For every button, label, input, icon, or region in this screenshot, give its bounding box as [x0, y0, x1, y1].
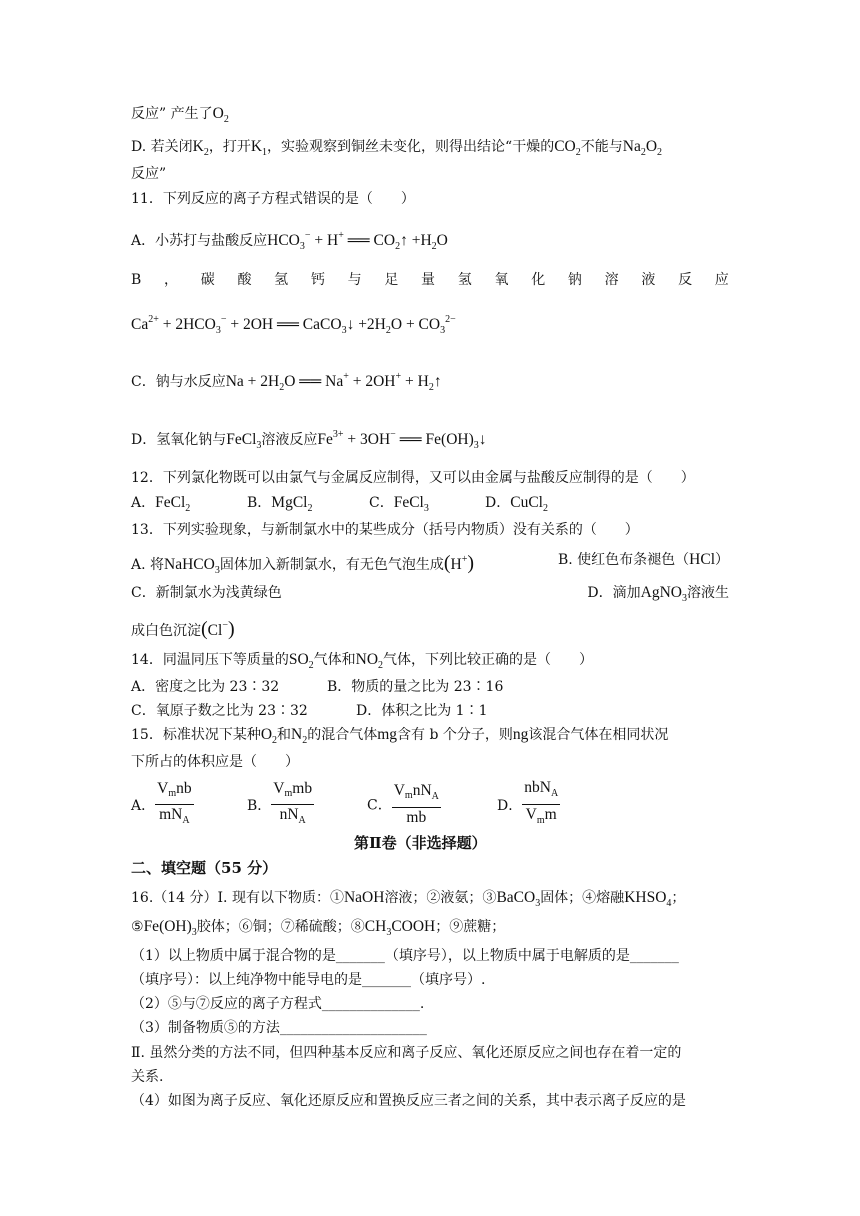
- stem-text: 14．同温同压下等质量的: [131, 652, 289, 668]
- formula: MgCl$_2$: [271, 494, 313, 514]
- line-text: 反应” 产生了: [131, 106, 213, 122]
- formula: FeCl$_2$: [155, 494, 191, 514]
- question-16-line-2: [131, 917, 505, 943]
- formula: (H+): [443, 552, 475, 574]
- equation: $HCO_3^- + H^+$ ══ $CO_2↑ +H_2O$: [267, 230, 448, 252]
- char: 钠: [567, 272, 582, 288]
- option-text: 溶液生: [687, 585, 729, 601]
- formula: HCl: [689, 551, 715, 568]
- option-text: 溶液反应: [261, 432, 318, 448]
- option-label: B．: [247, 495, 272, 511]
- option-label: D．: [485, 495, 511, 511]
- char: 反: [678, 272, 693, 288]
- formula: FeCl$_3$: [393, 494, 429, 514]
- option-label: B．: [247, 797, 272, 814]
- q11-option-c: [131, 367, 442, 398]
- q16-section-ii: Ⅱ. 虽然分类的方法不同，但四种基本反应和离子反应、氧化还原反应之间也存在着一定的: [131, 1045, 682, 1061]
- fraction: $\frac{V_mmb}{nN_A}$: [273, 779, 313, 826]
- q11-option-b-equation: [131, 310, 456, 341]
- stem-text: 气体和: [313, 652, 356, 668]
- q12-option-c: [369, 493, 485, 519]
- q15-option-a: [131, 779, 247, 831]
- stem-text: 含有 b 个分子，则: [397, 727, 513, 743]
- option-text: A．小苏打与盐酸反应: [131, 233, 268, 249]
- q14-option-a: A．密度之比为 23∶32: [131, 679, 280, 695]
- q15-options: [131, 778, 560, 831]
- q13-option-b: [558, 550, 729, 581]
- char: 化: [531, 272, 546, 288]
- equation: $Ca^{2+} + 2HCO_3^- + 2OH$ ══ CaCO$_3$↓ $+2H_2O + CO_3^{2-}$: [131, 314, 456, 336]
- stem-text: ⑤: [131, 919, 144, 935]
- q12-options: [131, 493, 548, 519]
- q12-option-d: [485, 494, 548, 514]
- section-2-title: 第Ⅱ卷（非选择题）: [354, 834, 487, 852]
- formula: mg: [377, 726, 398, 743]
- formula: $NO_2$: [355, 651, 384, 671]
- line-text: 不能与: [580, 139, 623, 155]
- q13-option-a: [131, 550, 474, 581]
- option-label: C．: [369, 495, 394, 511]
- text-line: [131, 104, 229, 130]
- stem-text: 15．标准状况下某种: [131, 727, 261, 743]
- q12-option-a: [131, 493, 247, 519]
- q13-row-1: [131, 550, 729, 581]
- char: 溶: [604, 272, 619, 288]
- question-11-stem: 11．下列反应的离子方程式错误的是（ ）: [131, 191, 415, 207]
- q12-option-b: [247, 493, 369, 519]
- q13-option-d-cont: [131, 616, 235, 641]
- text-line: 反应”: [131, 166, 167, 182]
- char: B: [131, 272, 142, 288]
- fraction: $\frac{nbN_A}{V_mm}$: [524, 779, 559, 826]
- char: 应: [714, 272, 729, 288]
- fraction: $\frac{V_mnb}{mN_A}$: [157, 779, 192, 826]
- option-text: ）: [715, 552, 729, 568]
- formula: $O_2$: [212, 105, 229, 125]
- char: 液: [641, 272, 656, 288]
- formula: $K_1$: [250, 138, 268, 158]
- formula: AgNO$_3$: [640, 584, 687, 604]
- formula: FeCl$_3$: [226, 431, 262, 451]
- char: 量: [421, 272, 436, 288]
- char: 与: [347, 272, 362, 288]
- q13-option-d: [587, 583, 729, 609]
- q11-option-d: [131, 425, 487, 456]
- formula: (Cl−): [201, 618, 235, 640]
- formula: CuCl$_2$: [510, 494, 548, 514]
- q15-option-d: [497, 779, 560, 826]
- q14-option-d: D．体积之比为 1∶1: [356, 703, 488, 719]
- fraction: $\frac{V_mnN_A}{mb}$: [393, 782, 439, 826]
- q13-row-2: [131, 583, 729, 609]
- formula: NaHCO$_3$: [164, 556, 220, 576]
- q14-option-b: B．物质的量之比为 23∶16: [327, 679, 504, 695]
- stem-text: 溶液；②液氨；③: [384, 890, 497, 906]
- stem-text: 胶体；⑥铜；⑦稀硫酸；⑧: [196, 919, 365, 935]
- q16-part-1: （1）以上物质中属于混合物的是_______（填序号），以上物质中属于电解质的是_______: [131, 948, 679, 964]
- q11-option-a: [131, 226, 448, 257]
- stem-text: 该混合气体在相同状况: [528, 727, 669, 743]
- formula: $CO_2$: [554, 138, 581, 158]
- formula: BaCO$_3$: [496, 889, 541, 909]
- char: 氧: [494, 272, 509, 288]
- question-16-line-1: [131, 888, 685, 914]
- formula: $SO_2$: [288, 651, 314, 671]
- equation: $Na + 2H_2O$ ══ $Na^+ + 2OH^+ + H_2↑$: [225, 371, 442, 393]
- formula: $KHSO_4$: [624, 889, 672, 909]
- q16-part-4: （4）如图为离子反应、氧化还原反应和置换反应三者之间的关系，其中表示离子反应的是: [131, 1093, 686, 1109]
- question-13-stem: 13．下列实验现象，与新制氯水中的某些成分（括号内物质）没有关系的（ ）: [131, 522, 639, 538]
- q14-options-row-2: [131, 701, 488, 721]
- option-text: 成白色沉淀: [131, 623, 201, 639]
- fill-section-heading: 二、填空题（55 分）: [131, 859, 278, 877]
- stem-text: 16.（14 分）Ⅰ. 现有以下物质：①: [131, 890, 344, 906]
- option-label: C．: [367, 797, 392, 814]
- option-d-line: [131, 137, 662, 163]
- line-text: D. 若关闭: [131, 139, 193, 155]
- question-15-stem: [131, 725, 668, 751]
- option-text: D．氢氧化钠与: [131, 432, 227, 448]
- q15-option-b: [247, 779, 367, 831]
- option-text: D．滴加: [587, 585, 641, 601]
- option-text: C．钠与水反应: [131, 374, 226, 390]
- char: 足: [384, 272, 399, 288]
- equation: $Fe^{3+} + 3OH^-$ ══ $Fe(OH)_3↓$: [317, 429, 487, 451]
- formula: ng: [512, 726, 529, 743]
- char: 酸: [237, 272, 252, 288]
- char: 碳: [200, 272, 215, 288]
- formula: $Na_2O_2$: [622, 138, 663, 158]
- option-text: 固体加入新制氯水，有无色气泡生成: [219, 557, 444, 573]
- formula: $CH_3COOH$: [364, 918, 436, 938]
- option-label: A．: [131, 797, 156, 814]
- stem-text: 气体，下列比较正确的是（ ）: [383, 652, 594, 668]
- formula: NaOH: [343, 889, 385, 906]
- line-text: ，打开: [208, 139, 251, 155]
- char: 钙: [310, 272, 325, 288]
- q13-option-c: C．新制氯水为浅黄绿色: [131, 585, 282, 601]
- q16-part-3: （3）制备物质⑤的方法_____________________: [131, 1020, 427, 1036]
- question-14-stem: [131, 650, 593, 676]
- formula: $K_2$: [192, 138, 209, 158]
- text-line: 下所占的体积应是（ ）: [131, 754, 299, 770]
- option-label: D．: [497, 797, 523, 814]
- formula: $O_2$: [260, 726, 278, 746]
- q11-option-b: [131, 270, 729, 290]
- stem-text: 的混合气体: [307, 727, 378, 743]
- char: 氢: [457, 272, 472, 288]
- stem-text: ；⑨蔗糖；: [435, 919, 506, 935]
- q15-option-c: [367, 781, 497, 828]
- q16-section-ii-cont: 关系.: [131, 1069, 164, 1085]
- formula: $Fe(OH)_3$: [143, 918, 197, 938]
- stem-text: 固体；④熔融: [540, 890, 625, 906]
- char: 氢: [274, 272, 289, 288]
- line-text: ，实验观察到铜丝未变化，则得出结论“干燥的: [267, 139, 555, 155]
- question-12-stem: 12．下列氯化物既可以由氯气与金属反应制得，又可以由金属与盐酸反应制得的是（ ）: [131, 470, 695, 486]
- option-text: B. 使红色布条褪色（: [557, 552, 690, 568]
- option-text: A. 将: [131, 557, 165, 573]
- q14-option-c: C．氧原子数之比为 23∶32: [131, 703, 308, 719]
- stem-text: ；: [671, 890, 686, 906]
- char: ，: [164, 272, 179, 288]
- option-label: A．: [131, 495, 156, 511]
- stem-text: 和: [277, 727, 292, 743]
- formula: $N_2$: [291, 726, 308, 746]
- q16-part-1-cont: （填序号）：以上纯净物中能导电的是_______（填序号）.: [131, 972, 486, 988]
- q14-options-row-1: [131, 677, 503, 697]
- q16-part-2: （2）⑤与⑦反应的离子方程式______________.: [131, 996, 425, 1012]
